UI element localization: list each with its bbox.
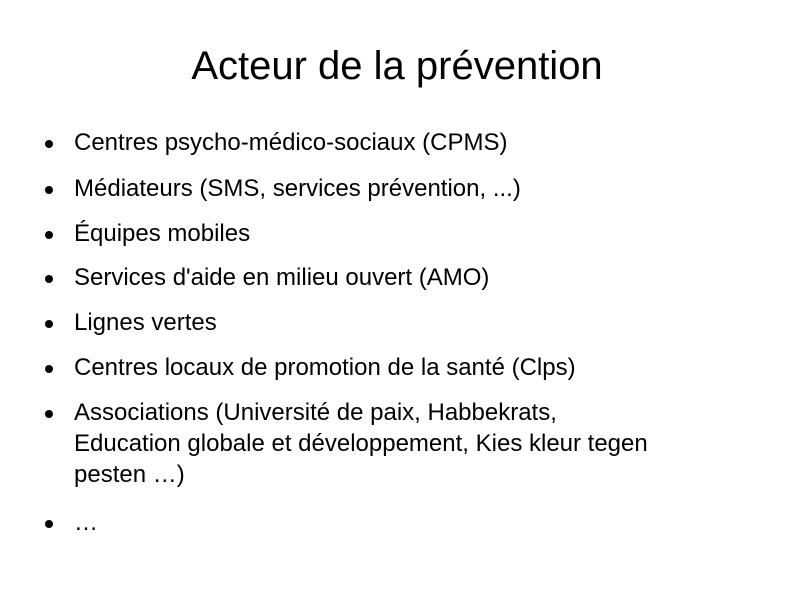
bullet-dot-icon — [45, 140, 53, 148]
bullet-text: … — [74, 509, 98, 536]
bullet-text: Médiateurs (SMS, services prévention, ...) — [74, 175, 521, 202]
bullet-text: Centres psycho-médico-sociaux (CPMS) — [74, 129, 508, 156]
bullet-dot-icon — [45, 365, 53, 373]
bullet-text: Centres locaux de promotion de la santé (Clps) — [74, 354, 576, 381]
slide-title: Acteur de la prévention — [191, 44, 603, 88]
bullet-dot-icon — [45, 320, 53, 328]
bullet-text: Lignes vertes — [74, 309, 217, 336]
bullet-text: Équipes mobiles — [74, 220, 251, 247]
bullet-text: Associations (Université de paix, Habbekrats, Education globale et développement, Kies kleur tegen pesten …) — [74, 399, 648, 488]
bullet-dot-icon — [45, 410, 53, 418]
bullet-text: Services d'aide en milieu ouvert (AMO) — [74, 264, 490, 291]
bullet-dot-icon — [45, 186, 53, 194]
bullet-dot-icon — [45, 520, 53, 528]
bullet-dot-icon — [45, 275, 53, 283]
bullet-dot-icon — [45, 231, 53, 239]
